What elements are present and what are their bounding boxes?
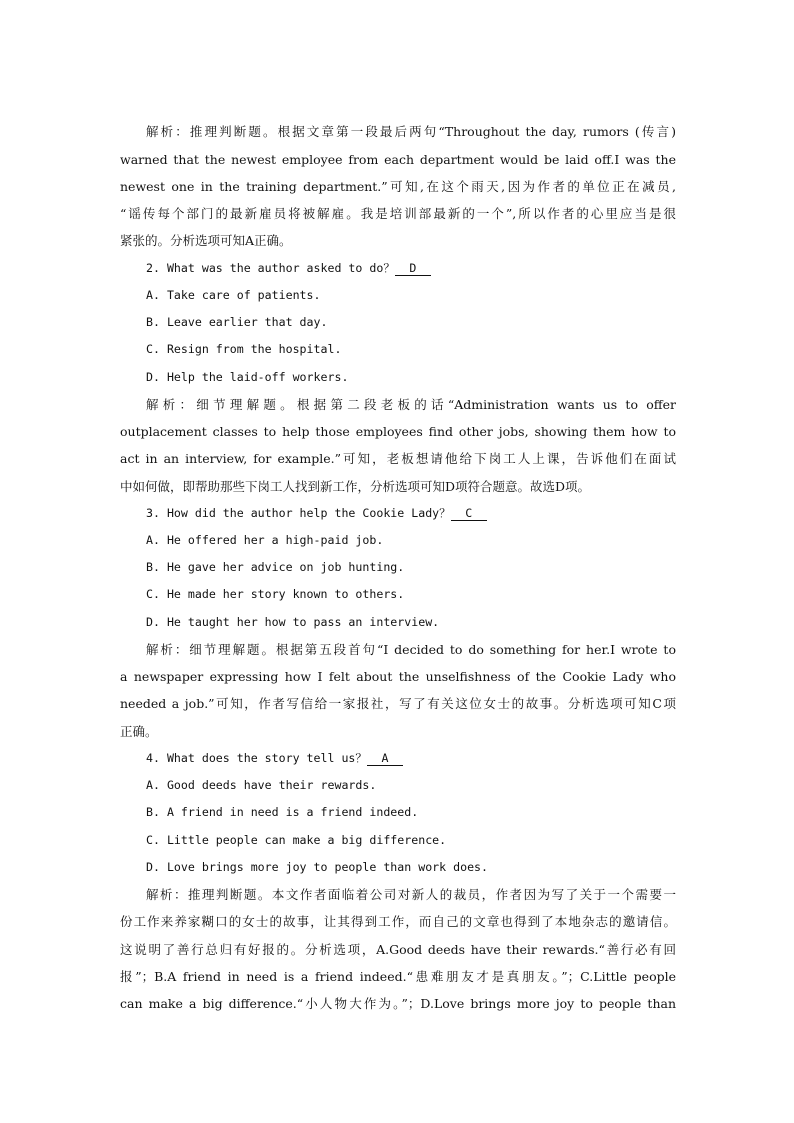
- q3-explanation-line: 正确。: [120, 724, 158, 739]
- q4-option: B. A friend in need is a friend indeed.: [146, 805, 419, 819]
- q1-explanation-line: newest one in the training department.”可知,在这个雨天,因为作者的单位正在减员,: [120, 179, 676, 194]
- q1-explanation-line: “谣传每个部门的最新雇员将被解雇。我是培训部最新的一个”,所以作者的心里应当是很: [120, 206, 676, 221]
- q3-option: A. He offered her a high-paid job.: [146, 533, 384, 547]
- q4-explanation-line: 份工作来养家糊口的女士的故事，让其得到工作，而自己的文章也得到了本地杂志的邀请信。: [120, 914, 676, 929]
- q3-explanation-line: needed a job.”可知，作者写信给一家报社，写了有关这位女士的故事。分析选项可知C项: [120, 696, 676, 711]
- q3-explanation-line: a newspaper expressing how I felt about the unselfishness of the Cookie Lady who: [120, 669, 676, 684]
- q2-explanation-line: 中如何做，即帮助那些下岗工人找到新工作，分析选项可知D项符合题意。故选D项。: [120, 479, 591, 494]
- q2-option: C. Resign from the hospital.: [146, 342, 342, 356]
- q2-question: [146, 255, 676, 282]
- question-text: 2. What was the author asked to do？: [146, 261, 395, 275]
- q2-option: D. Help the laid-off workers.: [146, 370, 349, 384]
- question-text: 4. What does the story tell us？: [146, 751, 367, 765]
- answer-blank: D: [395, 261, 431, 276]
- q1-explanation-line: warned that the newest employee from each department would be laid off.I was the: [120, 152, 676, 167]
- q4-explanation-line: 解析：推理判断题。本文作者面临着公司对新人的裁员，作者因为写了关于一个需要一: [146, 887, 676, 902]
- q3-option: D. He taught her how to pass an interview.: [146, 615, 440, 629]
- q3-option: B. He gave her advice on job hunting.: [146, 560, 405, 574]
- q1-explanation-line: 紧张的。分析选项可知A正确。: [120, 233, 292, 248]
- q4-option: C. Little people can make a big difference.: [146, 833, 447, 847]
- q4-explanation-line: can make a big difference.“小人物大作为。”；D.Love brings more joy to people than: [120, 996, 676, 1011]
- q4-question: [146, 745, 676, 772]
- q2-explanation-line: 解析：细节理解题。根据第二段老板的话“Administration wants us to offer: [146, 397, 676, 412]
- answer-blank: A: [367, 751, 403, 766]
- q4-explanation-line: 这说明了善行总归有好报的。分析选项，A.Good deeds have their rewards.“善行必有回: [120, 942, 676, 957]
- q2-option: B. Leave earlier that day.: [146, 315, 328, 329]
- q3-option: C. He made her story known to others.: [146, 587, 405, 601]
- q4-explanation-line: 报”；B.A friend in need is a friend indeed.“患难朋友才是真朋友。”；C.Little people: [120, 969, 676, 984]
- question-text: 3. How did the author help the Cookie Lady？: [146, 506, 451, 520]
- q4-option: D. Love brings more joy to people than work does.: [146, 860, 489, 874]
- q2-option: A. Take care of patients.: [146, 288, 321, 302]
- q2-explanation-line: act in an interview, for example.”可知，老板想请他给下岗工人上课，告诉他们在面试: [120, 451, 676, 466]
- q4-option: A. Good deeds have their rewards.: [146, 778, 377, 792]
- q1-explanation-line: 解析：推理判断题。根据文章第一段最后两句“Throughout the day, rumors (传言): [146, 124, 676, 139]
- q3-question: [146, 500, 676, 527]
- q2-explanation-line: outplacement classes to help those employees find other jobs, showing them how to: [120, 424, 676, 439]
- answer-blank: C: [451, 506, 487, 521]
- q3-explanation-line: 解析：细节理解题。根据第五段首句“I decided to do something for her.I wrote to: [146, 642, 676, 657]
